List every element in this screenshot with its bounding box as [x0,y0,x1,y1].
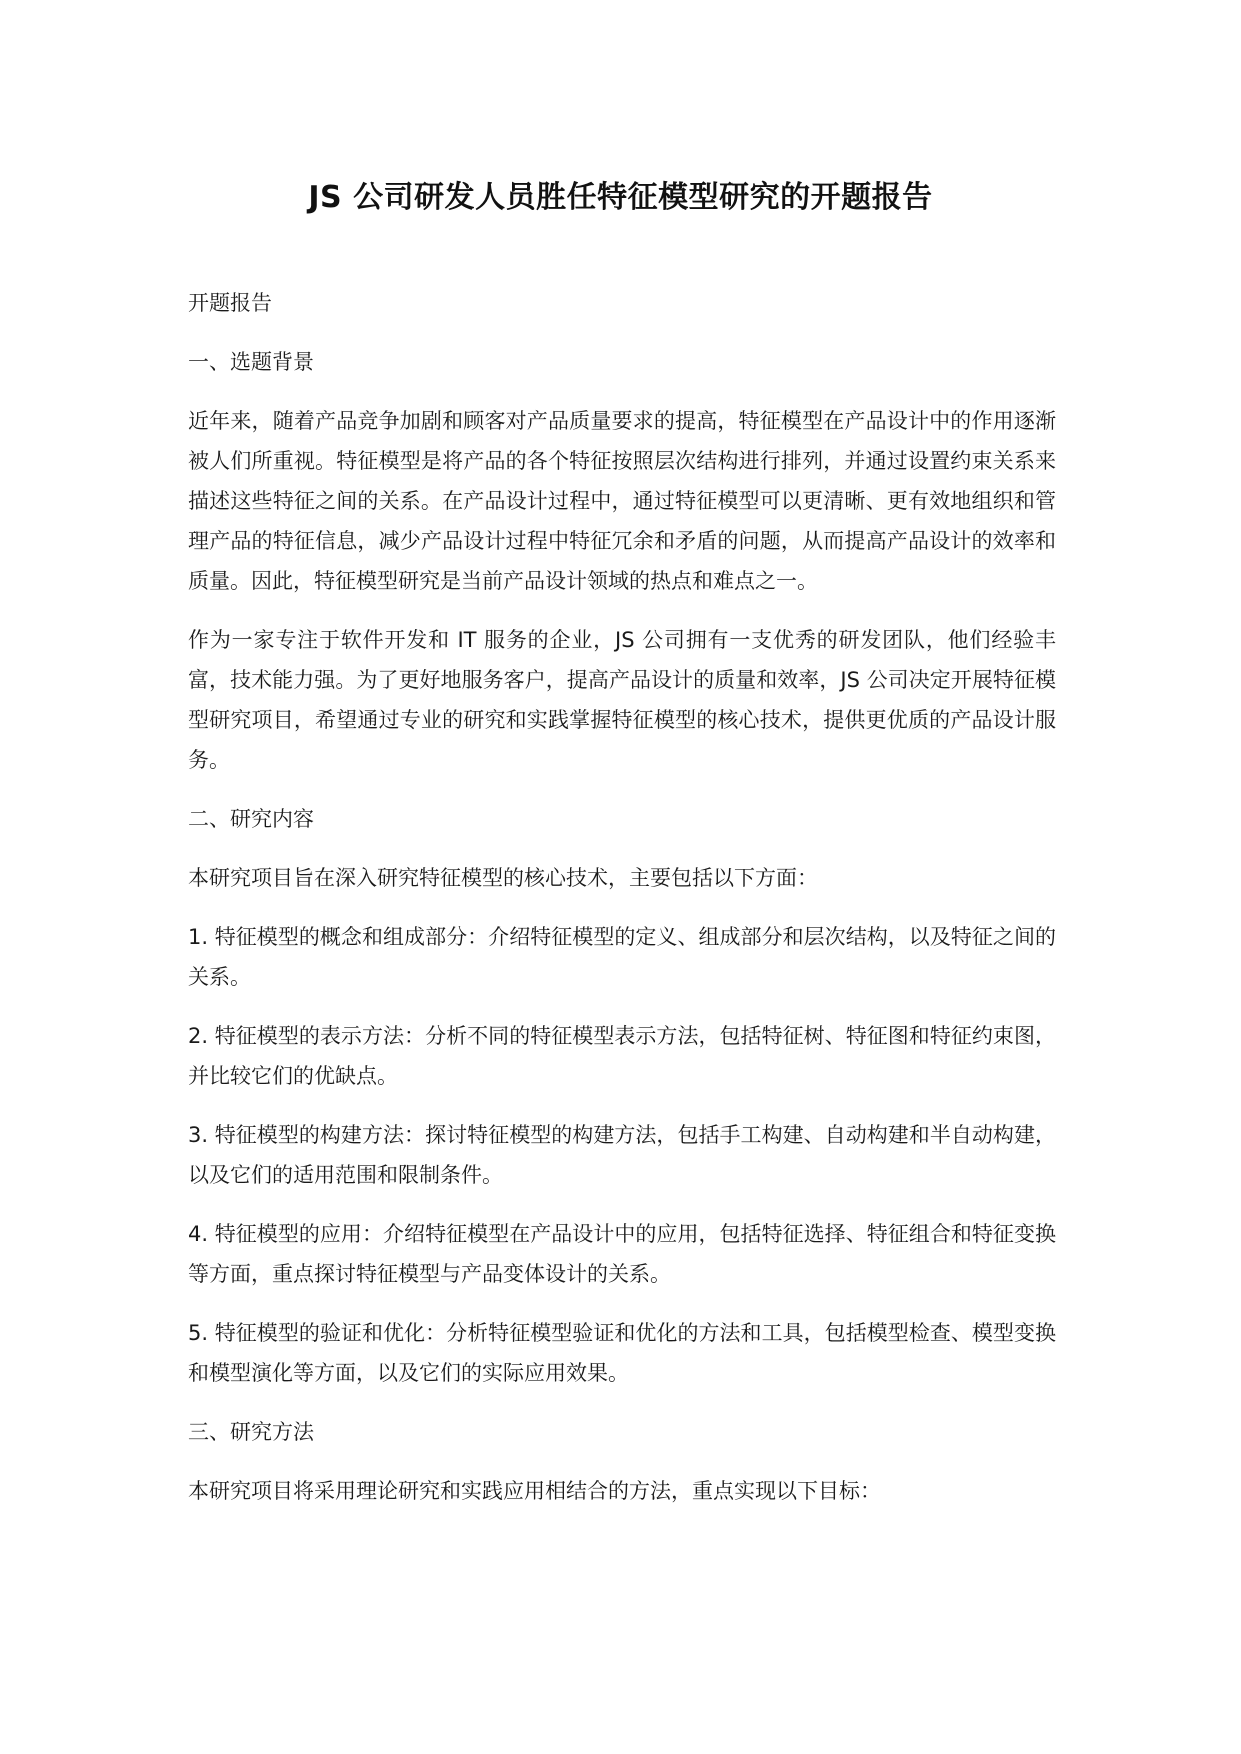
section-heading-research-method: 三、研究方法 [188,1420,314,1444]
section-heading-background: 一、选题背景 [188,350,314,374]
list-item-3: 3. 特征模型的构建方法：探讨特征模型的构建方法，包括手工构建、自动构建和半自动构建，以及它们的适用范围和限制条件。 [188,1123,1056,1187]
list-item-2: 2. 特征模型的表示方法：分析不同的特征模型表示方法，包括特征树、特征图和特征约束图，并比较它们的优缺点。 [188,1024,1056,1088]
paragraph-method-intro: 本研究项目将采用理论研究和实践应用相结合的方法，重点实现以下目标： [188,1479,881,1503]
document-title: JS 公司研发人员胜任特征模型研究的开题报告 [308,180,933,215]
paragraph-research-intro: 本研究项目旨在深入研究特征模型的核心技术，主要包括以下方面： [188,866,818,890]
paragraph-background-1: 近年来，随着产品竞争加剧和顾客对产品质量要求的提高，特征模型在产品设计中的作用逐渐被人们所重视。特征模型是将产品的各个特征按照层次结构进行排列，并通过设置约束关系来描述这些特征之间的关系。在产品设计过程中，通过特征模型可以更清晰、更有效地组织和管理产品的特征信息，减少产品设计过程中特征冗余和矛盾的问题，从而提高产品设计的效率和质量。因此，特征模型研究是当前产品设计领域的热点和难点之一。 [188,409,1056,593]
paragraph-background-2: 作为一家专注于软件开发和 IT 服务的企业，JS 公司拥有一支优秀的研发团队，他们经验丰富，技术能力强。为了更好地服务客户，提高产品设计的质量和效率，JS 公司决定开展特征模型研究项目，希望通过专业的研究和实践掌握特征模型的核心技术，提供更优质的产品设计服务。 [188,628,1056,772]
list-item-5: 5. 特征模型的验证和优化：分析特征模型验证和优化的方法和工具，包括模型检查、模型变换和模型演化等方面，以及它们的实际应用效果。 [188,1321,1056,1385]
section-heading-research-content: 二、研究内容 [188,807,314,831]
list-item-1: 1. 特征模型的概念和组成部分：介绍特征模型的定义、组成部分和层次结构，以及特征之间的关系。 [188,925,1056,989]
document-body [188,283,1056,1530]
list-item-4: 4. 特征模型的应用：介绍特征模型在产品设计中的应用，包括特征选择、特征组合和特征变换等方面，重点探讨特征模型与产品变体设计的关系。 [188,1222,1056,1286]
section-label-report: 开题报告 [188,291,272,315]
